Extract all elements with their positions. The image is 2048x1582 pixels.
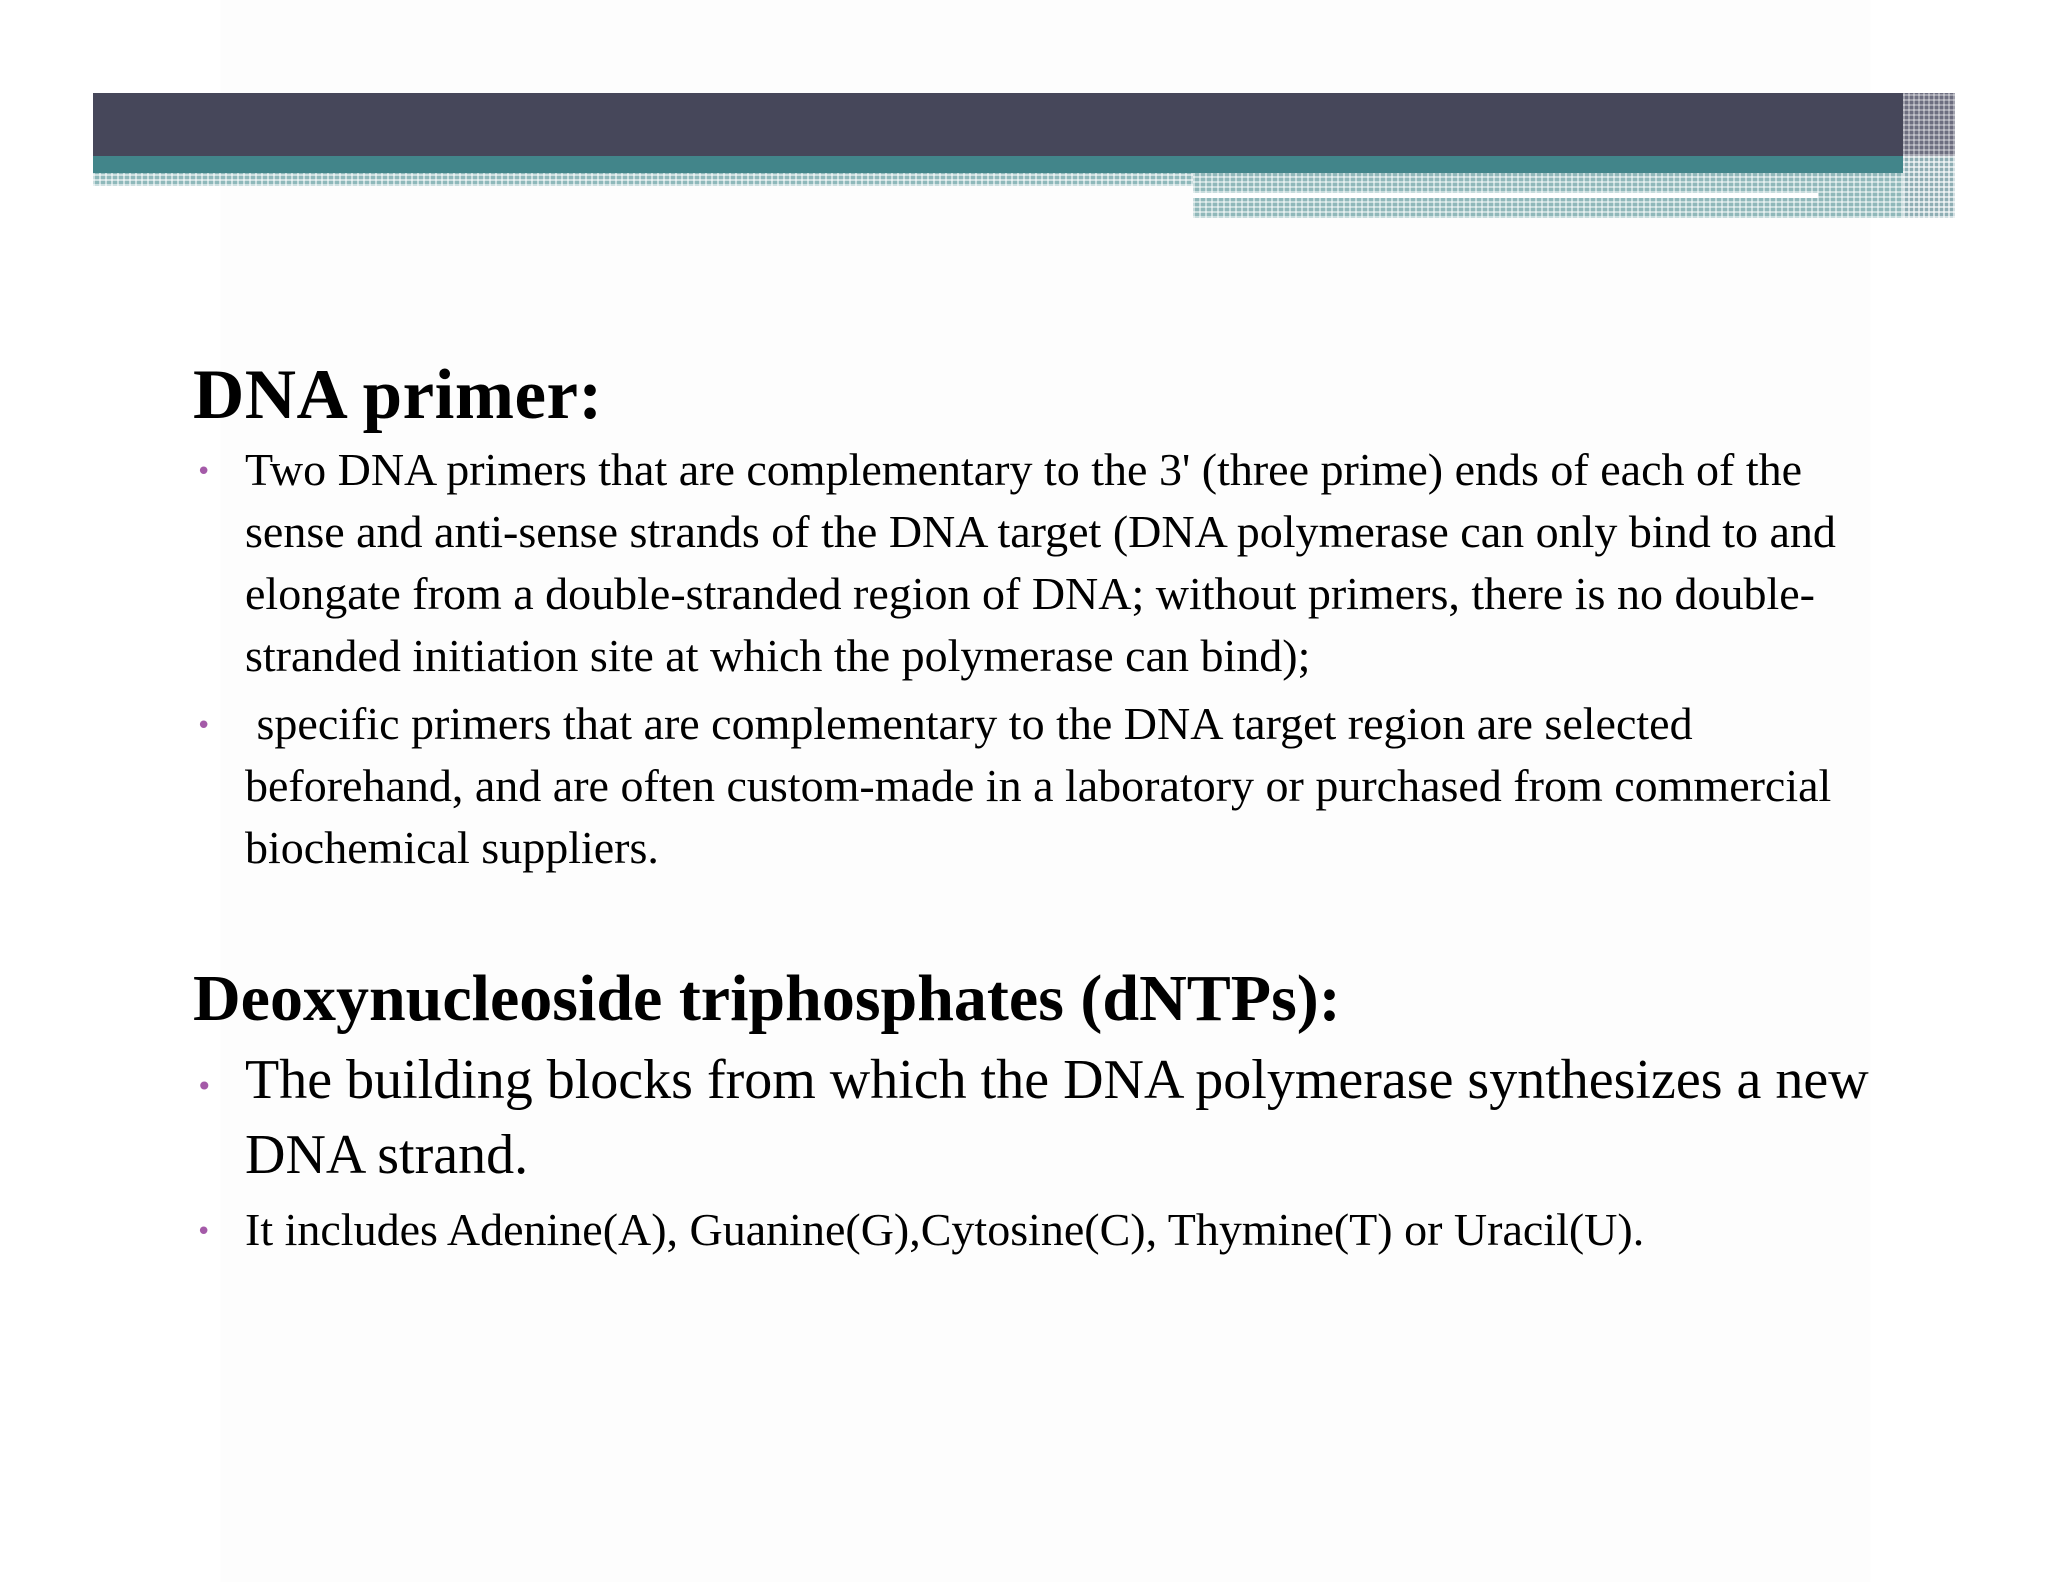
slide-content	[193, 355, 1893, 1261]
bullet-text: It includes Adenine(A), Guanine(G),Cytosine(C), Thymine(T) or Uracil(U).	[245, 1204, 1645, 1255]
header-white-line	[1193, 193, 1818, 198]
bullet-text: specific primers that are complementary to the DNA target region are selected beforehand, and are often custom-made in a laboratory or purchased from commercial biochemical suppliers.	[245, 698, 1843, 873]
dna-primer-bullet-list	[193, 439, 1893, 879]
bullet-icon: •	[196, 457, 212, 487]
header-dark-band	[93, 93, 1903, 156]
bullet-icon: •	[196, 1217, 212, 1247]
list-item	[193, 1199, 1893, 1261]
dntps-bullet-list	[193, 1043, 1893, 1261]
header-pattern-strip-left	[93, 173, 1193, 186]
list-item	[193, 439, 1893, 687]
section-title-dntps: Deoxynucleoside triphosphates (dNTPs):	[193, 962, 1341, 1035]
list-item	[193, 693, 1893, 879]
header-teal-band	[93, 156, 1903, 173]
bullet-icon: •	[196, 1070, 213, 1103]
header-end-cap-top	[1903, 93, 1955, 156]
bullet-icon: •	[196, 711, 212, 741]
bullet-text: Two DNA primers that are complementary to the 3' (three prime) ends of each of the sense and anti-sense strands of the DNA target (DNA polymerase can only bind to and elongate from a double-stranded region of DNA; without primers, there is no double-stranded initiation site at which the polymerase can bind);	[245, 444, 1848, 681]
section-title-dna-primer: DNA primer:	[193, 356, 603, 434]
bullet-text: The building blocks from which the DNA polymerase synthesizes a new DNA strand.	[245, 1049, 1883, 1186]
list-item	[193, 1043, 1893, 1193]
